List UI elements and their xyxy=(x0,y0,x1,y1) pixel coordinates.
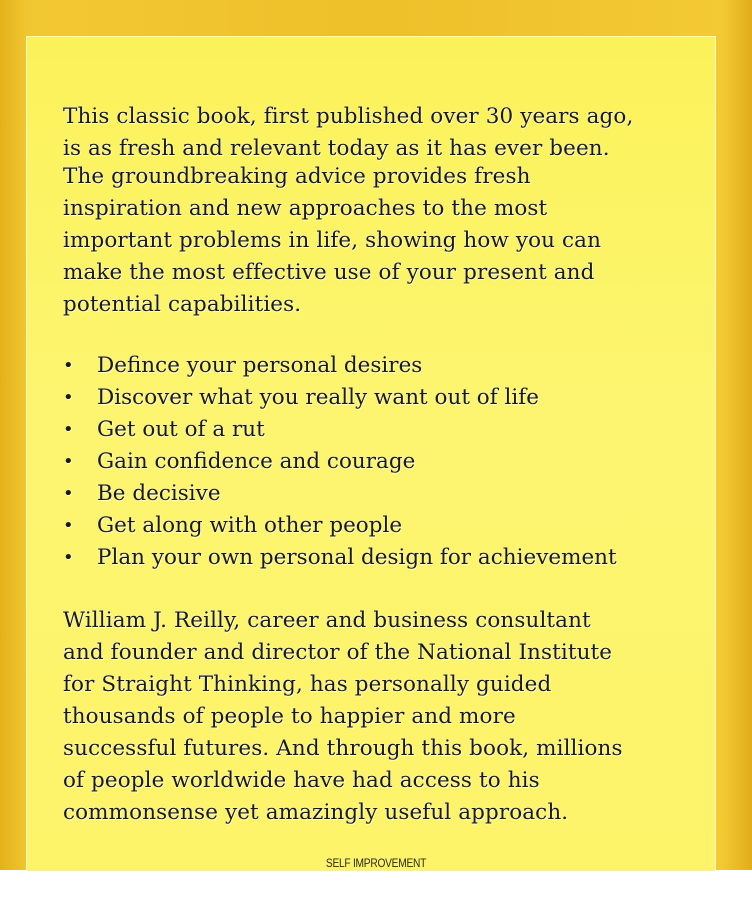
bullet-icon: • xyxy=(63,355,74,376)
list-item-text: Discover what you really want out of life xyxy=(97,385,539,410)
list-item xyxy=(63,510,617,542)
author-bio-line: for Straight Thinking, has personally guided xyxy=(63,672,552,697)
intro-paragraph xyxy=(63,101,633,321)
author-bio-line: and founder and director of the National Institute xyxy=(63,640,613,665)
intro-line: is as fresh and relevant today as it has ever been. xyxy=(63,136,610,161)
list-item-text: Be decisive xyxy=(97,481,221,506)
bullet-icon: • xyxy=(63,451,74,472)
author-bio-paragraph xyxy=(63,605,623,829)
list-item-text: Get out of a rut xyxy=(97,417,265,442)
bullet-icon: • xyxy=(63,547,74,568)
bullet-icon: • xyxy=(63,419,74,440)
intro-line: inspiration and new approaches to the most xyxy=(63,196,548,221)
list-item-text: Defince your personal desires xyxy=(97,353,423,378)
intro-line: make the most effective use of your present and xyxy=(63,260,595,285)
author-bio-line: successful futures. And through this book, millions xyxy=(63,736,623,761)
author-bio-line: commonsense yet amazingly useful approach. xyxy=(63,800,569,825)
list-item xyxy=(63,542,617,574)
bullet-icon: • xyxy=(63,515,74,536)
bullet-icon: • xyxy=(63,387,74,408)
intro-line: The groundbreaking advice provides fresh xyxy=(63,164,531,189)
intro-line: potential capabilities. xyxy=(63,292,302,317)
list-item-text: Plan your own personal design for achievement xyxy=(97,545,617,570)
list-item xyxy=(63,382,617,414)
list-item xyxy=(63,350,617,382)
list-item xyxy=(63,446,617,478)
list-item xyxy=(63,414,617,446)
benefits-list xyxy=(63,350,617,574)
list-item xyxy=(63,478,617,510)
intro-line: important problems in life, showing how you can xyxy=(63,228,602,253)
author-bio-line: thousands of people to happier and more xyxy=(63,704,516,729)
list-item-text: Gain confidence and courage xyxy=(97,449,416,474)
bullet-icon: • xyxy=(63,483,74,504)
author-bio-line: William J. Reilly, career and business consultant xyxy=(63,608,591,633)
intro-line: This classic book, first published over 30 years ago, xyxy=(63,104,634,129)
author-bio-line: of people worldwide have had access to his xyxy=(63,768,540,793)
category-label: SELF IMPROVEMENT xyxy=(325,856,427,870)
list-item-text: Get along with other people xyxy=(97,513,403,538)
